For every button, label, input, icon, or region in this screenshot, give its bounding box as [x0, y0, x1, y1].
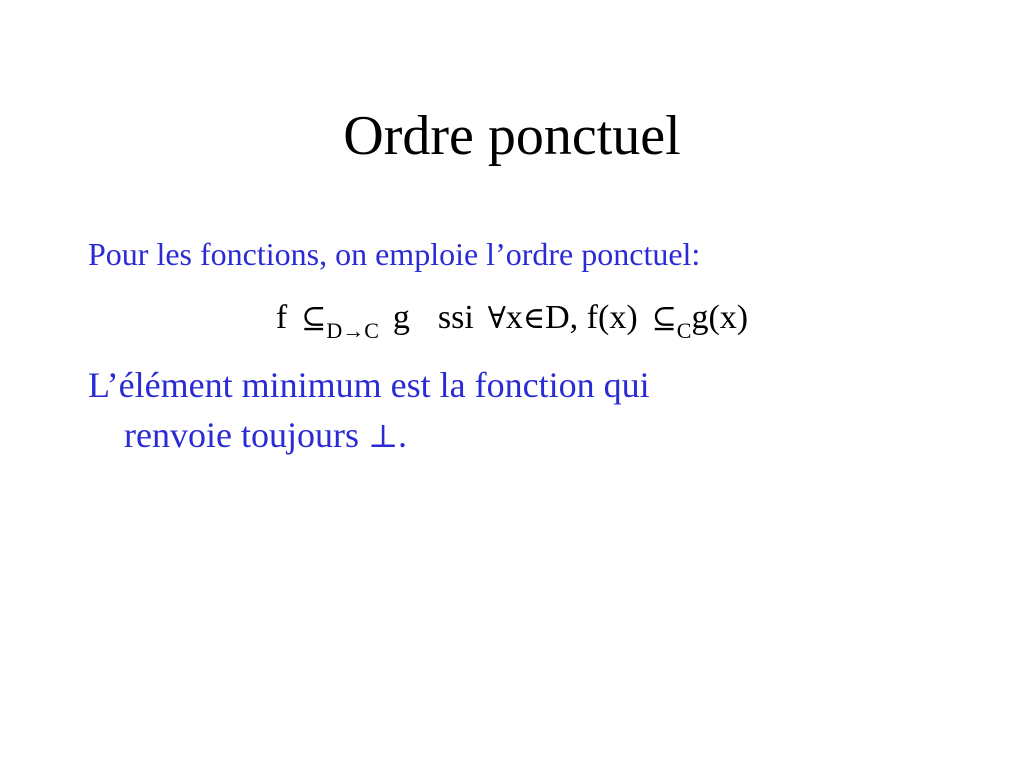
bullet-end-period: . — [398, 415, 408, 455]
bullet-paragraph — [88, 360, 848, 461]
formula-domain-fx: D, f(x) — [545, 299, 638, 336]
element-of-symbol: ∈ — [522, 301, 546, 336]
forall-symbol: ∀ — [487, 301, 506, 336]
slide-title: Ordre ponctuel — [343, 105, 681, 167]
bullet-line-2-text: renvoie toujours — [124, 415, 368, 455]
formula-subscript-domain: D→C — [326, 318, 379, 343]
formula-ssi: ssi — [437, 299, 474, 336]
formula-subscript-codomain: C — [676, 318, 692, 343]
formula-f: f — [275, 299, 288, 336]
formula-x: x — [505, 299, 523, 336]
subseteq-symbol: ⊆ — [301, 301, 327, 336]
formula — [0, 294, 1024, 345]
subseteq-symbol-2: ⊆ — [651, 301, 677, 336]
bottom-symbol: ⊥ — [367, 417, 399, 455]
formula-g: g — [392, 299, 410, 336]
formula-gx: g(x) — [691, 299, 749, 336]
intro-text: Pour les fonctions, on emploie l’ordre ponctuel: — [88, 236, 701, 272]
bullet-line-2 — [88, 410, 848, 461]
bullet-line-1: L’élément minimum est la fonction qui — [88, 365, 650, 405]
